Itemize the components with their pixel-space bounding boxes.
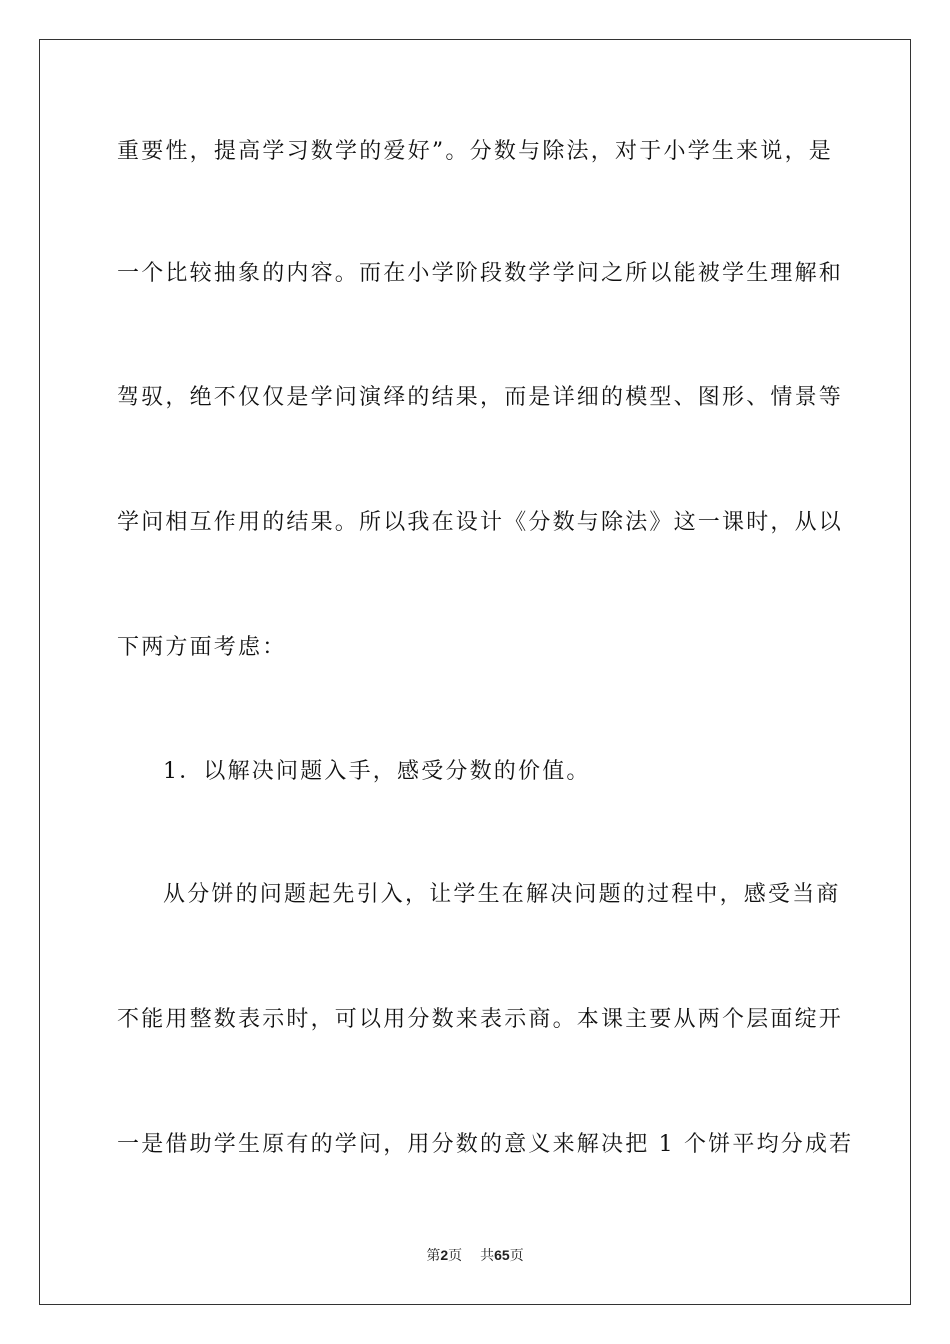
text-line-8: 不能用整数表示时，可以用分数来表示商。本课主要从两个层面绽开 bbox=[117, 1007, 844, 1032]
text-line-4: 学问相互作用的结果。所以我在设计《分数与除法》这一课时，从以 bbox=[117, 510, 844, 535]
text-line-9: 一是借助学生原有的学问，用分数的意义来解决把 1 个饼平均分成若 bbox=[117, 1132, 854, 1157]
footer-page-number: 2 bbox=[440, 1247, 449, 1263]
text-line-3: 驾驭，绝不仅仅是学问演绎的结果，而是详细的模型、图形、情景等 bbox=[117, 385, 844, 410]
list-item-1: 1．以解决问题入手，感受分数的价值。 bbox=[163, 759, 591, 784]
footer-page-suffix: 页 bbox=[448, 1248, 463, 1264]
text-line-5: 下两方面考虑： bbox=[117, 635, 287, 660]
text-line-1: 重要性，提高学习数学的爱好”。分数与除法，对于小学生来说，是 bbox=[117, 139, 833, 164]
text-line-2: 一个比较抽象的内容。而在小学阶段数学学问之所以能被学生理解和 bbox=[117, 261, 844, 286]
page-border bbox=[39, 39, 911, 1305]
footer-total-prefix: 共 bbox=[480, 1248, 495, 1264]
page-footer bbox=[0, 1246, 950, 1265]
footer-page-prefix: 第 bbox=[426, 1248, 441, 1264]
footer-total-pages: 65 bbox=[494, 1247, 510, 1263]
text-line-7: 从分饼的问题起先引入，让学生在解决问题的过程中，感受当商 bbox=[163, 882, 841, 907]
footer-total-suffix: 页 bbox=[509, 1248, 524, 1264]
